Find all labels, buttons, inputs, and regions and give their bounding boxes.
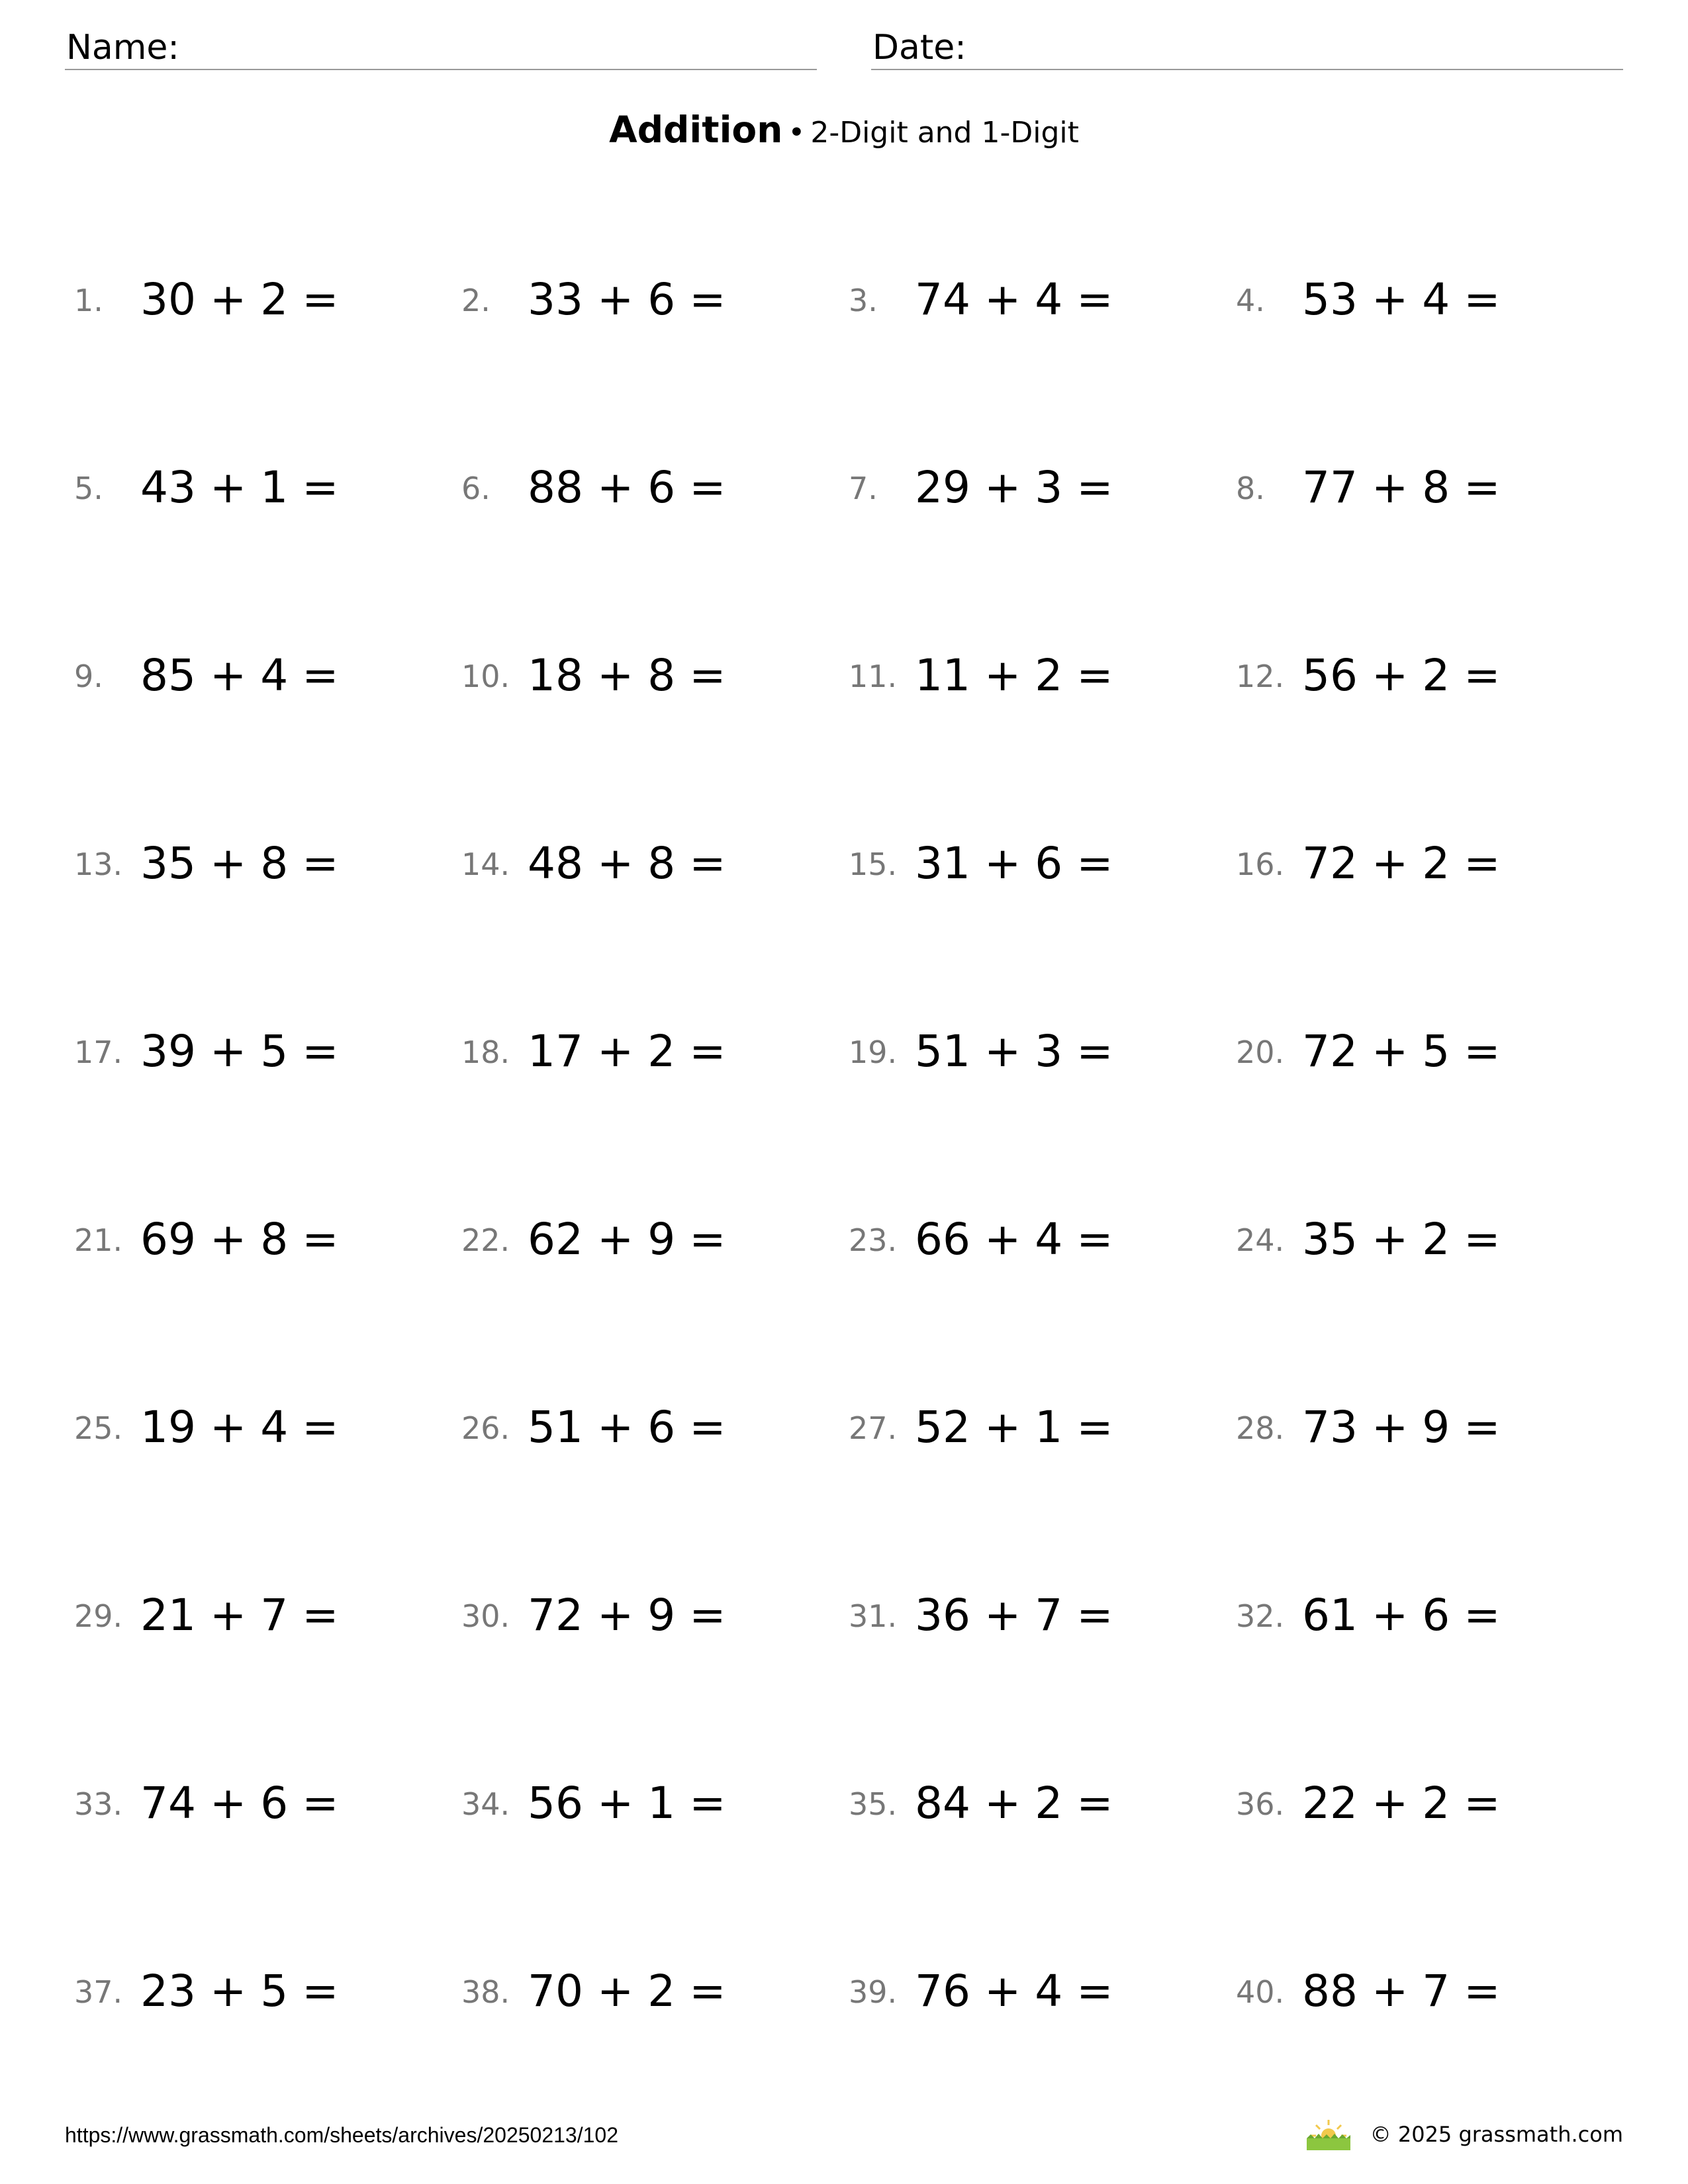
problem-item [74, 1765, 445, 1838]
problem-item [1236, 1013, 1607, 1086]
problem-item [1236, 1953, 1607, 2026]
problem-item [461, 1201, 832, 1274]
problem-number: 28. [1236, 1410, 1285, 1446]
problem-expression: 52 + 1 = [915, 1402, 1113, 1453]
title-subtitle: 2-Digit and 1-Digit [810, 116, 1079, 150]
problem-number: 4. [1236, 283, 1265, 318]
problem-number: 35. [849, 1786, 898, 1822]
problem-number: 8. [1236, 471, 1265, 506]
problem-item [461, 261, 832, 334]
problem-number: 9. [74, 659, 103, 694]
problem-expression: 66 + 4 = [915, 1214, 1113, 1265]
problem-number: 27. [849, 1410, 898, 1446]
problem-number: 23. [849, 1222, 898, 1258]
problem-number: 12. [1236, 659, 1285, 694]
sun-grass-icon [1305, 2117, 1352, 2152]
problem-item [1236, 1577, 1607, 1650]
problem-expression: 48 + 8 = [528, 838, 726, 889]
problem-expression: 35 + 8 = [140, 838, 339, 889]
problem-expression: 56 + 2 = [1302, 650, 1501, 701]
problem-expression: 88 + 6 = [528, 462, 726, 513]
problem-item [461, 1953, 832, 2026]
problem-item [849, 1953, 1219, 2026]
problem-expression: 22 + 2 = [1302, 1778, 1501, 1829]
problem-expression: 69 + 8 = [140, 1214, 339, 1265]
problem-number: 30. [461, 1598, 510, 1634]
problem-number: 14. [461, 846, 510, 882]
problem-number: 26. [461, 1410, 510, 1446]
problem-number: 20. [1236, 1034, 1285, 1070]
problem-expression: 76 + 4 = [915, 1966, 1113, 2017]
problem-number: 29. [74, 1598, 123, 1634]
problem-item [461, 1577, 832, 1650]
problem-item [1236, 449, 1607, 522]
problem-expression: 77 + 8 = [1302, 462, 1501, 513]
problem-expression: 18 + 8 = [528, 650, 726, 701]
problem-expression: 21 + 7 = [140, 1590, 339, 1641]
problem-number: 13. [74, 846, 123, 882]
problem-number: 16. [1236, 846, 1285, 882]
problem-item [849, 825, 1219, 898]
problem-expression: 88 + 7 = [1302, 1966, 1501, 2017]
problem-item [461, 1013, 832, 1086]
problem-number: 25. [74, 1410, 123, 1446]
problem-item [461, 825, 832, 898]
problem-number: 37. [74, 1974, 123, 2010]
problem-expression: 51 + 6 = [528, 1402, 726, 1453]
problem-item [849, 637, 1219, 710]
problem-expression: 56 + 1 = [528, 1778, 726, 1829]
problem-number: 6. [461, 471, 491, 506]
problem-number: 5. [74, 471, 103, 506]
date-field[interactable] [871, 24, 1623, 70]
problem-number: 33. [74, 1786, 123, 1822]
problem-item [1236, 825, 1607, 898]
problem-item [461, 1389, 832, 1462]
problem-expression: 43 + 1 = [140, 462, 339, 513]
problem-expression: 29 + 3 = [915, 462, 1113, 513]
problem-expression: 72 + 2 = [1302, 838, 1501, 889]
title-bullet: • [788, 116, 806, 150]
problem-item [849, 1389, 1219, 1462]
problem-item [849, 1765, 1219, 1838]
problem-expression: 51 + 3 = [915, 1026, 1113, 1077]
problem-item [849, 261, 1219, 334]
problem-item [74, 1389, 445, 1462]
problem-expression: 70 + 2 = [528, 1966, 726, 2017]
problem-number: 18. [461, 1034, 510, 1070]
problem-item [1236, 261, 1607, 334]
problem-expression: 74 + 6 = [140, 1778, 339, 1829]
problem-number: 3. [849, 283, 878, 318]
problem-number: 21. [74, 1222, 123, 1258]
problem-item [849, 1577, 1219, 1650]
problem-expression: 11 + 2 = [915, 650, 1113, 701]
problem-item [1236, 1389, 1607, 1462]
problem-expression: 33 + 6 = [528, 274, 726, 325]
problem-item [1236, 1765, 1607, 1838]
problem-expression: 53 + 4 = [1302, 274, 1501, 325]
problem-expression: 39 + 5 = [140, 1026, 339, 1077]
problem-expression: 72 + 5 = [1302, 1026, 1501, 1077]
problem-expression: 73 + 9 = [1302, 1402, 1501, 1453]
problem-expression: 17 + 2 = [528, 1026, 726, 1077]
date-label: Date: [872, 28, 966, 68]
problem-item [74, 449, 445, 522]
name-label: Name: [66, 28, 179, 68]
problem-expression: 31 + 6 = [915, 838, 1113, 889]
footer-brand [1305, 2115, 1623, 2154]
problem-expression: 30 + 2 = [140, 274, 339, 325]
problem-item [1236, 1201, 1607, 1274]
problem-item [461, 1765, 832, 1838]
problem-number: 32. [1236, 1598, 1285, 1634]
problem-number: 31. [849, 1598, 898, 1634]
problem-expression: 36 + 7 = [915, 1590, 1113, 1641]
problem-number: 15. [849, 846, 898, 882]
problem-number: 24. [1236, 1222, 1285, 1258]
problem-expression: 84 + 2 = [915, 1778, 1113, 1829]
problem-number: 36. [1236, 1786, 1285, 1822]
problem-item [849, 449, 1219, 522]
problem-item [74, 637, 445, 710]
problem-number: 17. [74, 1034, 123, 1070]
name-field[interactable] [65, 24, 817, 70]
problem-item [74, 825, 445, 898]
problem-number: 11. [849, 659, 898, 694]
problem-number: 22. [461, 1222, 510, 1258]
problem-item [74, 261, 445, 334]
problem-expression: 35 + 2 = [1302, 1214, 1501, 1265]
problem-number: 39. [849, 1974, 898, 2010]
problem-expression: 62 + 9 = [528, 1214, 726, 1265]
problem-item [74, 1201, 445, 1274]
problem-item [461, 449, 832, 522]
problem-item [1236, 637, 1607, 710]
problem-item [849, 1201, 1219, 1274]
problem-expression: 85 + 4 = [140, 650, 339, 701]
footer-url[interactable]: https://www.grassmath.com/sheets/archives/20250213/102 [65, 2123, 618, 2147]
problem-expression: 19 + 4 = [140, 1402, 339, 1453]
problem-expression: 23 + 5 = [140, 1966, 339, 2017]
problem-expression: 61 + 6 = [1302, 1590, 1501, 1641]
problem-number: 1. [74, 283, 103, 318]
problem-item [74, 1013, 445, 1086]
problem-number: 2. [461, 283, 491, 318]
problem-item [74, 1577, 445, 1650]
problem-number: 38. [461, 1974, 510, 2010]
problem-item [74, 1953, 445, 2026]
problem-item [849, 1013, 1219, 1086]
problem-number: 40. [1236, 1974, 1285, 2010]
problem-expression: 74 + 4 = [915, 274, 1113, 325]
copyright-text: © 2025 grassmath.com [1370, 2122, 1623, 2147]
title-main: Addition [609, 109, 783, 151]
problem-number: 34. [461, 1786, 510, 1822]
problem-item [461, 637, 832, 710]
problem-number: 19. [849, 1034, 898, 1070]
problem-number: 10. [461, 659, 510, 694]
problem-number: 7. [849, 471, 878, 506]
problem-expression: 72 + 9 = [528, 1590, 726, 1641]
worksheet-title [0, 106, 1688, 163]
